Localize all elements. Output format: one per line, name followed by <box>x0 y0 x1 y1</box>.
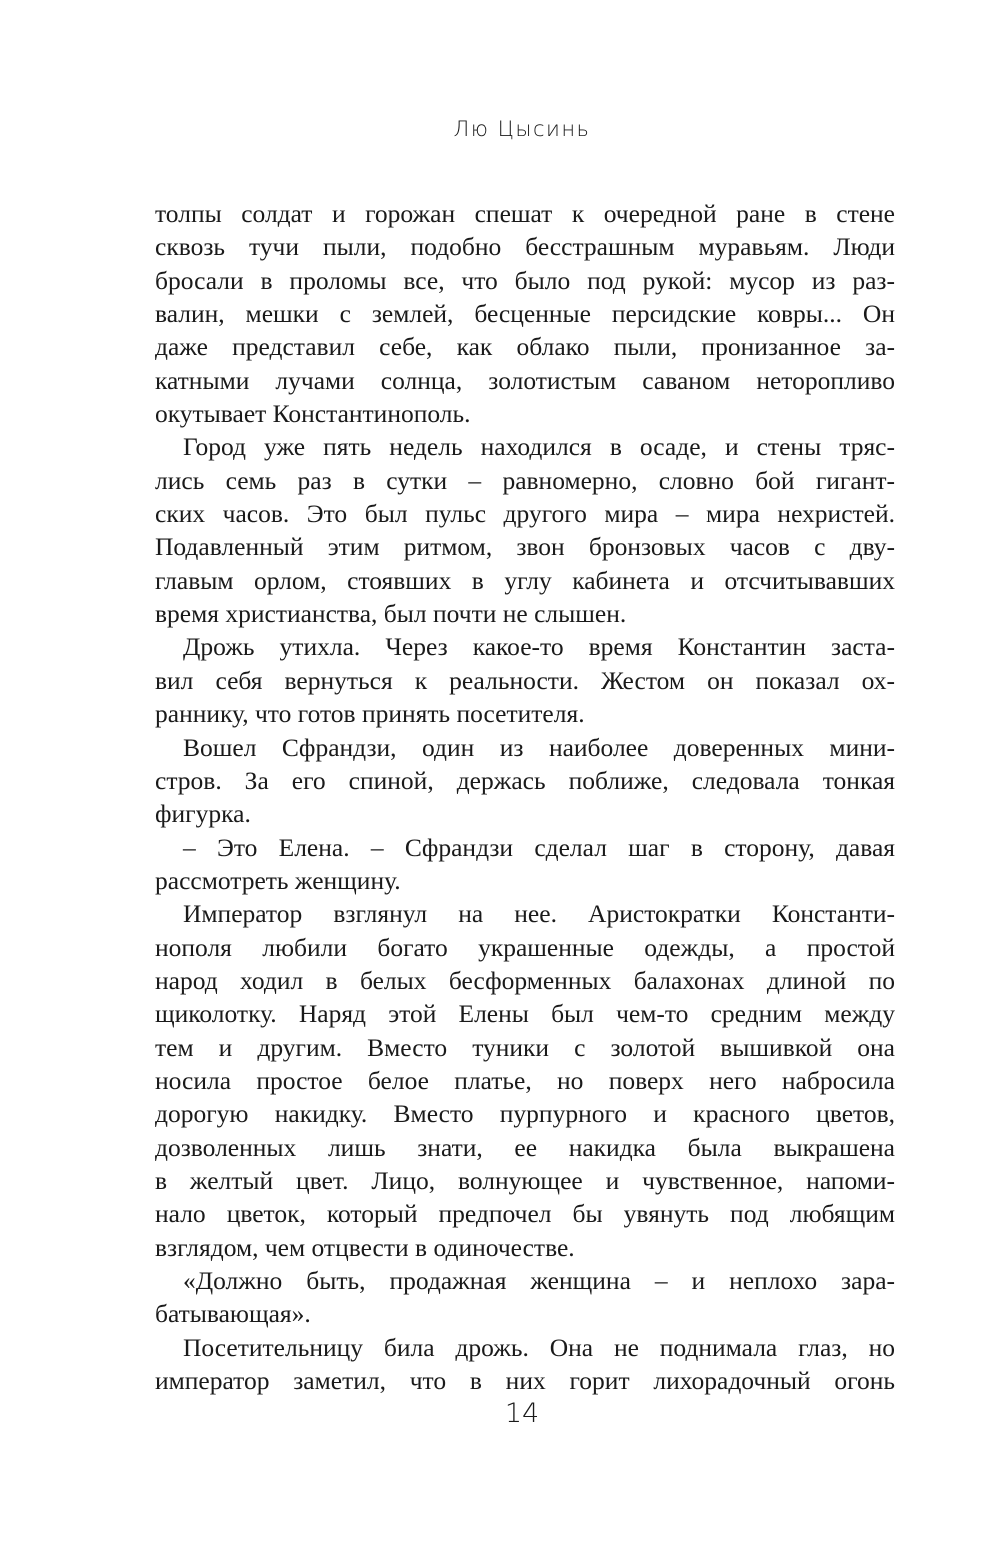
text-line: народ ходил в белых бесформенных балахонах длиной по <box>155 965 895 995</box>
text-line: нополя любили богато украшенные одежды, а простой <box>155 932 895 962</box>
text-line: Император взглянул на нее. Аристократки Константи- <box>183 899 895 929</box>
text-line: вил себя вернуться к реальности. Жестом он показал ох- <box>155 665 895 695</box>
text-line: взглядом, чем отцвести в одиночестве. <box>155 1232 575 1262</box>
text-line: – Это Елена. – Сфрандзи сделал шаг в сторону, давая <box>183 832 895 862</box>
text-line: тем и другим. Вместо туники с золотой вышивкой она <box>155 1032 895 1062</box>
text-line: раннику, что готов принять посетителя. <box>155 699 585 729</box>
text-line: фигурка. <box>155 799 251 829</box>
text-line: император заметил, что в них горит лихорадочный огонь <box>155 1366 895 1396</box>
paragraph <box>155 1264 895 1331</box>
page-number: 14 <box>504 1398 540 1429</box>
text-line: бросали в проломы все, что было под рукой: мусор из раз- <box>155 265 895 295</box>
text-line: Вошел Сфрандзи, один из наиболее доверенных мини- <box>183 732 895 762</box>
text-line: Посетительницу била дрожь. Она не поднимала глаз, но <box>183 1332 895 1362</box>
text-line: дозволенных лишь знати, ее накидка была выкрашена <box>155 1132 895 1162</box>
paragraph <box>155 831 895 898</box>
text-line: Подавленный этим ритмом, звон бронзовых часов с дву- <box>155 532 895 562</box>
text-line: сквозь тучи пыли, подобно бесстрашным муравьям. Люди <box>155 232 895 262</box>
text-line: дорогую накидку. Вместо пурпурного и красного цветов, <box>155 1099 895 1129</box>
paragraph <box>155 630 895 730</box>
text-line: толпы солдат и горожан спешат к очередной ране в стене <box>155 199 895 228</box>
paragraph <box>155 197 895 430</box>
text-line: носила простое белое платье, но поверх него набросила <box>155 1065 895 1095</box>
text-line: Дрожь утихла. Через какое-то время Константин заста- <box>183 632 895 662</box>
text-line: лись семь раз в сутки – равномерно, словно бой гигант- <box>155 465 895 495</box>
text-line: батывающая». <box>155 1299 311 1329</box>
text-line: даже представил себе, как облако пыли, пронизанное за- <box>155 332 895 362</box>
paragraph <box>155 731 895 831</box>
text-line: «Должно быть, продажная женщина – и неплохо зара- <box>183 1266 895 1295</box>
paragraph <box>155 430 895 630</box>
text-line: нало цветок, который предпочел бы увянуть под любящим <box>155 1199 895 1229</box>
text-line: главым орлом, стоявших в углу кабинета и отсчитывавших <box>155 565 895 595</box>
text-line: Город уже пять недель находился в осаде, и стены тряс- <box>183 432 895 462</box>
text-line: окутывает Константинополь. <box>155 399 471 429</box>
text-line: стров. За его спиной, держась поближе, следовала тонкая <box>155 765 895 795</box>
text-line: время христианства, был почти не слышен. <box>155 599 627 629</box>
paragraph <box>155 897 895 1264</box>
body-text <box>155 197 895 1397</box>
text-line: катными лучами солнца, золотистым саваном неторопливо <box>155 365 895 395</box>
text-line: рассмотреть женщину. <box>155 865 401 895</box>
paragraph <box>155 1331 895 1398</box>
text-line: ских часов. Это был пульс другого мира – мира нехристей. <box>155 499 895 529</box>
text-line: щиколотку. Наряд этой Елены был чем-то средним между <box>155 999 895 1029</box>
text-line: валин, мешки с землей, бесценные персидские ковры... Он <box>155 299 895 329</box>
text-line: в желтый цвет. Лицо, волнующее и чувственное, напоми- <box>155 1165 895 1195</box>
running-header: Лю Цысинь <box>453 117 591 141</box>
